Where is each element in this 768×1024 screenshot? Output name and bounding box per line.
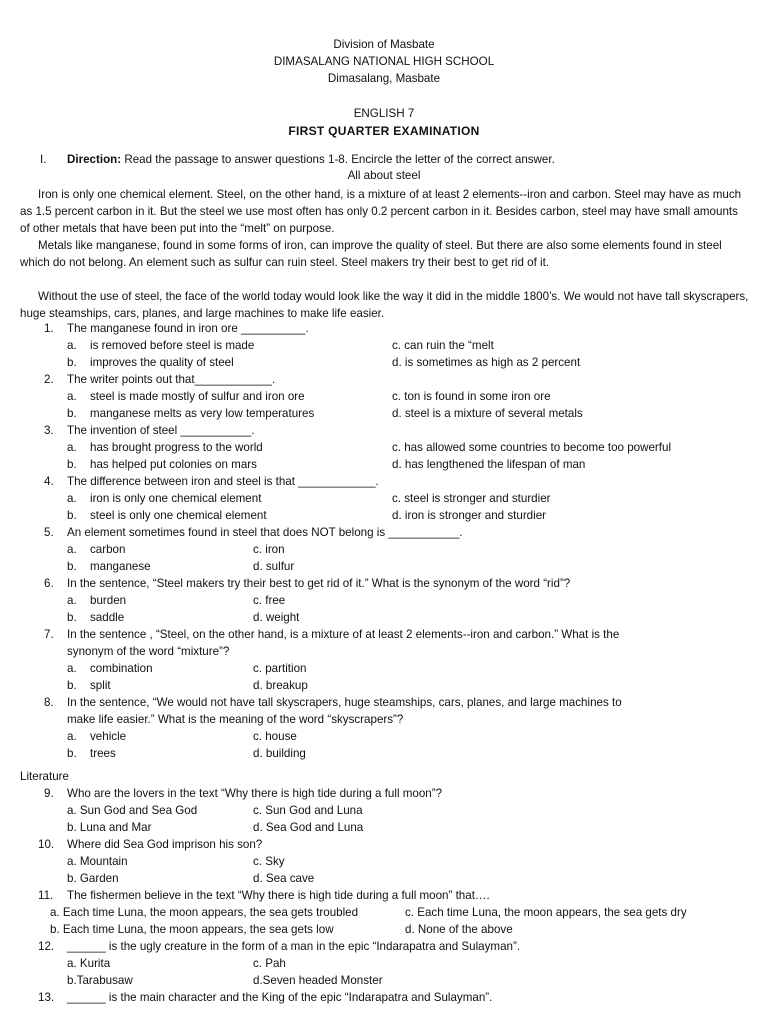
- choice-letter: a.: [67, 730, 77, 743]
- choice-a[interactable]: a. Sun God and Sea God: [67, 804, 198, 817]
- choice-b[interactable]: manganese: [90, 560, 151, 573]
- direction-label: Direction:: [67, 153, 122, 166]
- choice-b[interactable]: b. Luna and Mar: [67, 821, 152, 834]
- choice-b[interactable]: improves the quality of steel: [90, 356, 234, 369]
- question-number: 12.: [38, 940, 55, 953]
- choice-b[interactable]: saddle: [90, 611, 125, 624]
- choice-c[interactable]: c. partition: [253, 662, 307, 675]
- choice-a[interactable]: carbon: [90, 543, 126, 556]
- choice-c[interactable]: c. can ruin the “melt: [392, 339, 494, 352]
- passage-paragraph-3: Without the use of steel, the face of the world today would look like the way it did in the middle 1800’s. We would not have tall skyscrapers, huge steamships, cars, planes, and large machines to make life easier.: [20, 290, 749, 320]
- choice-d[interactable]: d. weight: [253, 611, 300, 624]
- passage-paragraph-2: Metals like manganese, found in some forms of iron, can improve the quality of steel. But there are also some elements found in steel which do not belong. An element such as sulfur can ruin steel. Steel makers try their best to get rid of it.: [20, 239, 722, 269]
- choice-b[interactable]: steel is only one chemical element: [90, 509, 267, 522]
- question-text: The manganese found in iron ore __________.: [67, 322, 309, 335]
- choice-c[interactable]: c. Sky: [253, 855, 285, 868]
- choice-c[interactable]: c. has allowed some countries to become too powerful: [392, 441, 672, 454]
- choice-d[interactable]: d. sulfur: [253, 560, 295, 573]
- choice-d[interactable]: d. Sea God and Luna: [253, 821, 364, 834]
- choice-letter: a.: [67, 390, 77, 403]
- question-text: Who are the lovers in the text “Why there is high tide during a full moon”?: [67, 787, 443, 800]
- choice-b[interactable]: manganese melts as very low temperatures: [90, 407, 315, 420]
- choice-a[interactable]: steel is made mostly of sulfur and iron ore: [90, 390, 305, 403]
- question-number: 11.: [38, 889, 54, 902]
- choice-letter: a.: [67, 339, 77, 352]
- question-number: 6.: [44, 577, 54, 590]
- direction-number: I.: [40, 153, 47, 166]
- choice-letter: a.: [67, 662, 77, 675]
- school-name: DIMASALANG NATIONAL HIGH SCHOOL: [273, 55, 495, 68]
- question-number: 3.: [44, 424, 54, 437]
- choice-d[interactable]: d. building: [253, 747, 306, 760]
- question-text: In the sentence, “Steel makers try their best to get rid of it.” What is the synonym of the word “rid”?: [67, 577, 571, 590]
- direction-text: Read the passage to answer questions 1-8. Encircle the letter of the correct answer.: [121, 153, 555, 166]
- question-text: The writer points out that____________.: [67, 373, 276, 386]
- choice-c[interactable]: c. house: [253, 730, 297, 743]
- question-number: 10.: [38, 838, 55, 851]
- choice-d[interactable]: d. has lengthened the lifespan of man: [392, 458, 586, 471]
- choice-b[interactable]: trees: [90, 747, 116, 760]
- choice-c[interactable]: c. Pah: [253, 957, 286, 970]
- choice-c[interactable]: c. free: [253, 594, 286, 607]
- choice-letter: a.: [67, 492, 77, 505]
- choice-d[interactable]: d. iron is stronger and sturdier: [392, 509, 547, 522]
- choice-c[interactable]: c. Each time Luna, the moon appears, the sea gets dry: [405, 906, 687, 919]
- question-number: 5.: [44, 526, 54, 539]
- subject-title: ENGLISH 7: [353, 107, 415, 120]
- passage-title: All about steel: [347, 169, 421, 182]
- choice-a[interactable]: has brought progress to the world: [90, 441, 263, 454]
- choice-a[interactable]: vehicle: [90, 730, 127, 743]
- choice-b[interactable]: split: [90, 679, 111, 692]
- choice-c[interactable]: c. steel is stronger and sturdier: [392, 492, 551, 505]
- question-text: Where did Sea God imprison his son?: [67, 838, 263, 851]
- choice-c[interactable]: c. Sun God and Luna: [253, 804, 363, 817]
- choice-a[interactable]: iron is only one chemical element: [90, 492, 262, 505]
- question-number: 7.: [44, 628, 54, 641]
- choice-d[interactable]: d. Sea cave: [253, 872, 315, 885]
- question-text: ______ is the ugly creature in the form of a man in the epic “Indarapatra and Sulayman”.: [67, 940, 521, 953]
- choice-d[interactable]: d. breakup: [253, 679, 308, 692]
- passage-paragraph-1: Iron is only one chemical element. Steel, on the other hand, is a mixture of at least 2 elements--iron and carbon. Steel may have as much as 1.5 percent carbon in it. But the steel we use most often has only 0.2 percent carbon in it. Besides carbon, steel may have small amounts of other metals that have been put into the “melt” on purpose.: [20, 188, 742, 235]
- choice-d[interactable]: d. steel is a mixture of several metals: [392, 407, 583, 420]
- choice-b[interactable]: has helped put colonies on mars: [90, 458, 257, 471]
- choice-c[interactable]: c. iron: [253, 543, 285, 556]
- choice-a[interactable]: a. Mountain: [67, 855, 128, 868]
- choice-letter: a.: [67, 441, 77, 454]
- choice-b[interactable]: b. Garden: [67, 872, 119, 885]
- choice-a[interactable]: a. Each time Luna, the moon appears, the sea gets troubled: [50, 906, 359, 919]
- school-location: Dimasalang, Masbate: [327, 72, 441, 85]
- question-text: In the sentence , “Steel, on the other hand, is a mixture of at least 2 elements--iron and carbon.” What is the: [67, 628, 620, 641]
- choice-letter: b.: [67, 560, 77, 573]
- choice-letter: b.: [67, 611, 77, 624]
- choice-a[interactable]: combination: [90, 662, 153, 675]
- question-number: 8.: [44, 696, 54, 709]
- choice-letter: b.: [67, 679, 77, 692]
- question-text-cont: synonym of the word “mixture”?: [67, 645, 230, 658]
- question-text: The invention of steel ___________.: [67, 424, 255, 437]
- exam-title: FIRST QUARTER EXAMINATION: [288, 124, 480, 138]
- choice-b[interactable]: b. Each time Luna, the moon appears, the sea gets low: [50, 923, 334, 936]
- choice-letter: a.: [67, 594, 77, 607]
- choice-a[interactable]: is removed before steel is made: [90, 339, 255, 352]
- choice-letter: a.: [67, 543, 77, 556]
- question-text: An element sometimes found in steel that does NOT belong is ___________.: [67, 526, 463, 539]
- choice-d[interactable]: d. None of the above: [405, 923, 513, 936]
- question-text: The fishermen believe in the text “Why there is high tide during a full moon” that….: [67, 889, 490, 902]
- choice-c[interactable]: c. ton is found in some iron ore: [392, 390, 551, 403]
- choice-letter: b.: [67, 356, 77, 369]
- choice-letter: b.: [67, 747, 77, 760]
- choice-b[interactable]: b.Tarabusaw: [67, 974, 133, 987]
- choice-letter: b.: [67, 407, 77, 420]
- question-text: ______ is the main character and the King of the epic “Indarapatra and Sulayman”.: [67, 991, 493, 1004]
- choice-a[interactable]: burden: [90, 594, 127, 607]
- question-number: 9.: [44, 787, 54, 800]
- question-number: 2.: [44, 373, 54, 386]
- choice-a[interactable]: a. Kurita: [67, 957, 111, 970]
- question-number: 13.: [38, 991, 55, 1004]
- choice-letter: b.: [67, 458, 77, 471]
- choice-letter: b.: [67, 509, 77, 522]
- literature-heading: Literature: [20, 770, 69, 783]
- question-text: The difference between iron and steel is that ____________.: [67, 475, 379, 488]
- choice-d[interactable]: d.Seven headed Monster: [253, 974, 383, 987]
- division-line: Division of Masbate: [333, 38, 435, 51]
- question-number: 1.: [44, 322, 54, 335]
- question-text-cont: make life easier.” What is the meaning of the word “skyscrapers”?: [67, 713, 404, 726]
- choice-d[interactable]: d. is sometimes as high as 2 percent: [392, 356, 581, 369]
- question-number: 4.: [44, 475, 54, 488]
- question-text: In the sentence, “We would not have tall skyscrapers, huge steamships, cars, planes, and large machines to: [67, 696, 622, 709]
- direction: [67, 153, 555, 166]
